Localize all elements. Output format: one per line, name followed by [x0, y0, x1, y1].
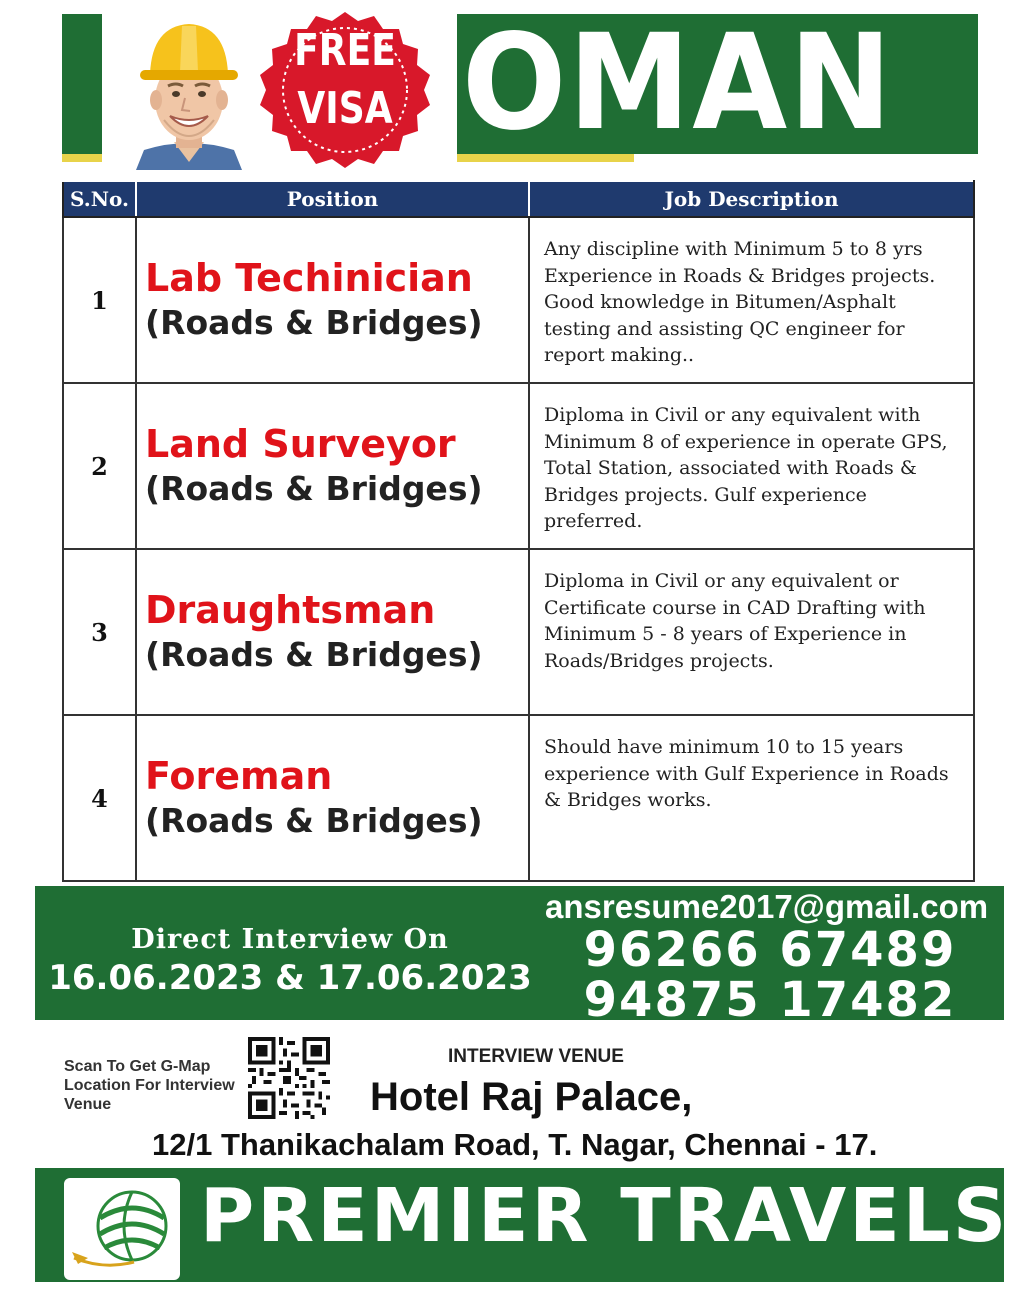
row-number: 1 [63, 217, 136, 383]
interview-dates: 16.06.2023 & 17.06.2023 [48, 958, 532, 998]
venue-name: Hotel Raj Palace, [370, 1075, 693, 1119]
jobs-table [62, 180, 975, 882]
venue-address: 12/1 Thanikachalam Road, T. Nagar, Chennai - 17. [152, 1127, 878, 1162]
job-description: Diploma in Civil or any equivalent or Certificate course in CAD Drafting with Minimum 5 - 8 years of Experience in Roads/Bridges projects. [544, 570, 926, 672]
badge-line-visa: VISA [297, 83, 393, 134]
badge-line-free: FREE [294, 25, 396, 76]
description-cell [529, 383, 974, 549]
venue-label: INTERVIEW VENUE [448, 1046, 624, 1067]
position-title: Draughtsman [145, 588, 436, 632]
position-subtitle: (Roads & Bridges) [145, 469, 483, 508]
qr-code-image[interactable] [248, 1037, 330, 1119]
row-number: 3 [63, 549, 136, 715]
globe-plane-logo-icon [64, 1178, 180, 1280]
position-subtitle: (Roads & Bridges) [145, 303, 483, 342]
column-header-position: Position [136, 181, 529, 217]
table-row [63, 217, 974, 383]
row-number: 4 [63, 715, 136, 881]
description-cell [529, 549, 974, 715]
table-row [63, 383, 974, 549]
position-cell [136, 549, 529, 715]
position-title: Lab Techinician [145, 256, 473, 300]
table-row [63, 549, 974, 715]
company-logo [64, 1178, 180, 1280]
contact-email[interactable]: ansresume2017@gmail.com [545, 888, 989, 925]
scan-instructions: Scan To Get G-Map Location For Interview Venue [64, 1058, 235, 1113]
country-title: OMAN [462, 6, 894, 160]
table-header-row [63, 181, 974, 217]
contact-phone-2[interactable]: 94875 17482 [583, 972, 957, 1028]
interview-label: Direct Interview On [131, 924, 449, 955]
description-cell [529, 217, 974, 383]
job-description: Any discipline with Minimum 5 to 8 yrs Experience in Roads & Bridges projects. Good knowledge in Bitumen/Asphalt testing and assisting QC engineer for report making.. [544, 238, 936, 366]
position-subtitle: (Roads & Bridges) [145, 635, 483, 674]
position-title: Foreman [145, 754, 333, 798]
construction-worker-image [130, 12, 248, 170]
row-number: 2 [63, 383, 136, 549]
contact-phone-1[interactable]: 96266 67489 [583, 922, 957, 978]
job-description: Should have minimum 10 to 15 years experience with Gulf Experience in Roads & Bridges works. [544, 736, 949, 811]
position-cell [136, 383, 529, 549]
position-cell [136, 217, 529, 383]
description-cell [529, 715, 974, 881]
column-header-sno: S.No. [63, 181, 136, 217]
table-row [63, 715, 974, 881]
position-cell [136, 715, 529, 881]
position-title: Land Surveyor [145, 422, 456, 466]
column-header-description: Job Description [529, 181, 974, 217]
company-name: PREMIER TRAVELS [200, 1173, 1010, 1259]
position-subtitle: (Roads & Bridges) [145, 801, 483, 840]
job-description: Diploma in Civil or any equivalent with Minimum 8 of experience in operate GPS, Total Station, associated with Roads & Bridges projects. Gulf experience preferred. [544, 404, 948, 532]
